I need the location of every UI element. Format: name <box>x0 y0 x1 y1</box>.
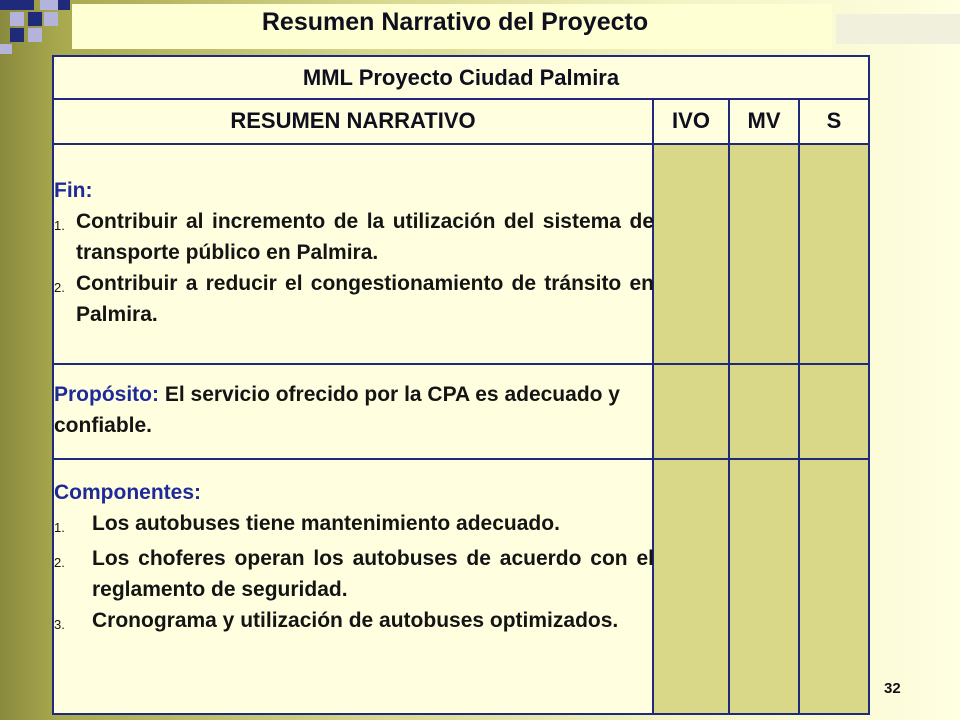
list-item <box>54 206 654 268</box>
table-caption: MML Proyecto Ciudad Palmira <box>302 65 620 90</box>
proposito-text: El servicio ofrecido por la CPA es adecuado y confiable. <box>54 383 620 437</box>
item-text: Cronograma y utilización de autobuses optimizados. <box>92 609 619 632</box>
list-item <box>54 605 654 640</box>
row-divider <box>54 143 868 145</box>
slide-title: Resumen Narrativo del Proyecto <box>261 8 649 36</box>
row-divider <box>54 98 868 100</box>
item-text: Los choferes operan los autobuses de acuerdo con el reglamento de seguridad. <box>92 547 654 601</box>
narrative-table <box>52 55 870 715</box>
column-divider <box>728 98 730 713</box>
item-text: Los autobuses tiene mantenimiento adecuado. <box>92 512 560 535</box>
column-header-ivo: IVO <box>672 108 710 133</box>
item-text: Contribuir al incremento de la utilización del sistema de transporte público en Palmira. <box>76 210 654 264</box>
column-divider <box>798 98 800 713</box>
row-divider <box>54 458 868 460</box>
proposito-cell <box>54 379 654 441</box>
item-number: 2. <box>54 280 65 295</box>
list-item <box>54 543 654 605</box>
fin-cell <box>54 175 654 330</box>
item-text: Contribuir a reducir el congestionamiento de tránsito en Palmira. <box>76 272 654 326</box>
column-header-resumen: RESUMEN NARRATIVO <box>230 108 476 133</box>
column-header-s: S <box>826 108 842 133</box>
componentes-cell <box>54 477 654 640</box>
mv-column-fill <box>730 145 798 713</box>
list-item <box>54 508 654 543</box>
proposito-label: Propósito: <box>54 383 159 406</box>
item-number: 1. <box>54 218 65 233</box>
item-number: 1. <box>54 520 65 535</box>
row-divider <box>54 363 868 365</box>
list-item <box>54 268 654 330</box>
componentes-label: Componentes: <box>54 481 201 504</box>
ivo-column-fill <box>654 145 728 713</box>
s-column-fill <box>800 145 868 713</box>
item-number: 3. <box>54 617 65 632</box>
fin-label: Fin: <box>54 179 93 202</box>
column-header-mv: MV <box>747 108 781 133</box>
page-number: 32 <box>884 680 901 697</box>
item-number: 2. <box>54 555 65 570</box>
